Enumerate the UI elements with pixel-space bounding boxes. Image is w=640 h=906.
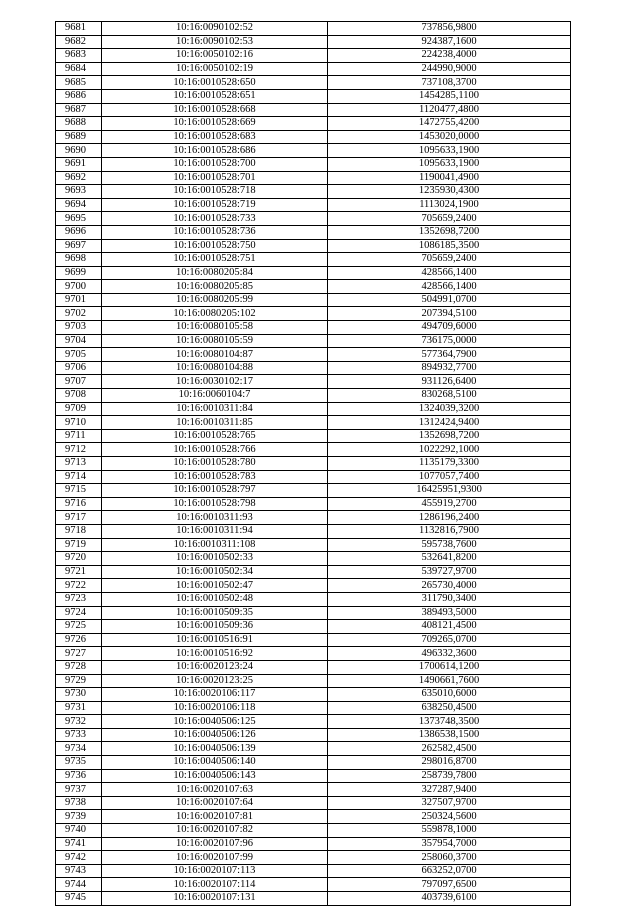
cadastral-value-cell: 1120477,4800: [328, 103, 571, 117]
cadastral-value-cell: 577364,7900: [328, 348, 571, 362]
row-number-cell: 9700: [56, 280, 102, 294]
table-row: [56, 171, 571, 185]
cadastral-number-cell: 10:16:0020107:114: [102, 878, 328, 892]
cadastral-value-cell: 539727,9700: [328, 565, 571, 579]
table-row: [56, 538, 571, 552]
table-body: [56, 22, 571, 906]
cadastral-value-cell: 327507,9700: [328, 796, 571, 810]
cadastral-value-table: [55, 21, 571, 906]
row-number-cell: 9734: [56, 742, 102, 756]
cadastral-number-cell: 10:16:0010528:766: [102, 443, 328, 457]
row-number-cell: 9722: [56, 579, 102, 593]
row-number-cell: 9719: [56, 538, 102, 552]
table-row: [56, 457, 571, 471]
cadastral-value-cell: 1022292,1000: [328, 443, 571, 457]
cadastral-number-cell: 10:16:0080205:84: [102, 266, 328, 280]
row-number-cell: 9721: [56, 565, 102, 579]
cadastral-number-cell: 10:16:0020107:131: [102, 892, 328, 906]
cadastral-number-cell: 10:16:0010528:733: [102, 212, 328, 226]
row-number-cell: 9735: [56, 756, 102, 770]
cadastral-number-cell: 10:16:0010528:765: [102, 429, 328, 443]
cadastral-value-cell: 494709,6000: [328, 321, 571, 335]
cadastral-value-cell: 16425951,9300: [328, 484, 571, 498]
row-number-cell: 9703: [56, 321, 102, 335]
table-row: [56, 633, 571, 647]
cadastral-number-cell: 10:16:0010528:780: [102, 457, 328, 471]
cadastral-number-cell: 10:16:0020107:113: [102, 864, 328, 878]
table-row: [56, 117, 571, 131]
cadastral-value-cell: 1324039,3200: [328, 402, 571, 416]
table-row: [56, 293, 571, 307]
cadastral-value-cell: 504991,0700: [328, 293, 571, 307]
table-row: [56, 225, 571, 239]
table-row: [56, 239, 571, 253]
document-page: [55, 21, 570, 906]
cadastral-value-cell: 705659,2400: [328, 253, 571, 267]
table-row: [56, 688, 571, 702]
table-row: [56, 389, 571, 403]
cadastral-value-cell: 559878,1000: [328, 824, 571, 838]
row-number-cell: 9711: [56, 429, 102, 443]
row-number-cell: 9714: [56, 470, 102, 484]
cadastral-value-cell: 428566,1400: [328, 266, 571, 280]
cadastral-number-cell: 10:16:0010509:35: [102, 606, 328, 620]
cadastral-number-cell: 10:16:0020107:96: [102, 837, 328, 851]
row-number-cell: 9733: [56, 728, 102, 742]
cadastral-number-cell: 10:16:0020123:24: [102, 660, 328, 674]
cadastral-value-cell: 1135179,3300: [328, 457, 571, 471]
row-number-cell: 9684: [56, 62, 102, 76]
cadastral-number-cell: 10:16:0010502:48: [102, 592, 328, 606]
cadastral-value-cell: 1190041,4900: [328, 171, 571, 185]
row-number-cell: 9720: [56, 552, 102, 566]
cadastral-number-cell: 10:16:0010528:668: [102, 103, 328, 117]
cadastral-number-cell: 10:16:0090102:52: [102, 22, 328, 36]
cadastral-number-cell: 10:16:0010528:750: [102, 239, 328, 253]
row-number-cell: 9744: [56, 878, 102, 892]
cadastral-value-cell: 389493,5000: [328, 606, 571, 620]
cadastral-number-cell: 10:16:0010311:94: [102, 524, 328, 538]
cadastral-number-cell: 10:16:0010502:34: [102, 565, 328, 579]
cadastral-number-cell: 10:16:0020107:64: [102, 796, 328, 810]
cadastral-value-cell: 663252,0700: [328, 864, 571, 878]
table-row: [56, 796, 571, 810]
row-number-cell: 9740: [56, 824, 102, 838]
cadastral-number-cell: 10:16:0050102:19: [102, 62, 328, 76]
table-row: [56, 851, 571, 865]
table-row: [56, 701, 571, 715]
row-number-cell: 9715: [56, 484, 102, 498]
table-row: [56, 769, 571, 783]
cadastral-number-cell: 10:16:0010528:700: [102, 157, 328, 171]
row-number-cell: 9725: [56, 620, 102, 634]
table-row: [56, 497, 571, 511]
cadastral-value-cell: 924387,1600: [328, 35, 571, 49]
cadastral-value-cell: 357954,7000: [328, 837, 571, 851]
cadastral-number-cell: 10:16:0040506:143: [102, 769, 328, 783]
cadastral-value-cell: 1472755,4200: [328, 117, 571, 131]
cadastral-value-cell: 1113024,1900: [328, 198, 571, 212]
row-number-cell: 9742: [56, 851, 102, 865]
table-row: [56, 647, 571, 661]
cadastral-number-cell: 10:16:0010528:683: [102, 130, 328, 144]
row-number-cell: 9707: [56, 375, 102, 389]
table-row: [56, 49, 571, 63]
cadastral-number-cell: 10:16:0020107:63: [102, 783, 328, 797]
row-number-cell: 9713: [56, 457, 102, 471]
cadastral-number-cell: 10:16:0010528:719: [102, 198, 328, 212]
table-row: [56, 307, 571, 321]
cadastral-value-cell: 797097,6500: [328, 878, 571, 892]
row-number-cell: 9717: [56, 511, 102, 525]
row-number-cell: 9687: [56, 103, 102, 117]
row-number-cell: 9695: [56, 212, 102, 226]
cadastral-number-cell: 10:16:0010528:651: [102, 89, 328, 103]
row-number-cell: 9692: [56, 171, 102, 185]
cadastral-value-cell: 1086185,3500: [328, 239, 571, 253]
cadastral-value-cell: 1095633,1900: [328, 157, 571, 171]
table-row: [56, 484, 571, 498]
row-number-cell: 9698: [56, 253, 102, 267]
row-number-cell: 9685: [56, 76, 102, 90]
row-number-cell: 9690: [56, 144, 102, 158]
cadastral-value-cell: 830268,5100: [328, 389, 571, 403]
cadastral-value-cell: 311790,3400: [328, 592, 571, 606]
cadastral-value-cell: 1095633,1900: [328, 144, 571, 158]
row-number-cell: 9731: [56, 701, 102, 715]
cadastral-number-cell: 10:16:0010311:84: [102, 402, 328, 416]
table-row: [56, 810, 571, 824]
row-number-cell: 9697: [56, 239, 102, 253]
row-number-cell: 9716: [56, 497, 102, 511]
cadastral-number-cell: 10:16:0020106:117: [102, 688, 328, 702]
cadastral-value-cell: 1352698,7200: [328, 429, 571, 443]
row-number-cell: 9729: [56, 674, 102, 688]
cadastral-value-cell: 705659,2400: [328, 212, 571, 226]
row-number-cell: 9718: [56, 524, 102, 538]
table-row: [56, 565, 571, 579]
cadastral-number-cell: 10:16:0010528:701: [102, 171, 328, 185]
cadastral-number-cell: 10:16:0080105:58: [102, 321, 328, 335]
cadastral-number-cell: 10:16:0080105:59: [102, 334, 328, 348]
cadastral-number-cell: 10:16:0020106:118: [102, 701, 328, 715]
table-row: [56, 511, 571, 525]
cadastral-value-cell: 265730,4000: [328, 579, 571, 593]
table-row: [56, 470, 571, 484]
table-row: [56, 375, 571, 389]
cadastral-number-cell: 10:16:0040506:126: [102, 728, 328, 742]
table-row: [56, 76, 571, 90]
cadastral-number-cell: 10:16:0010528:783: [102, 470, 328, 484]
row-number-cell: 9681: [56, 22, 102, 36]
table-row: [56, 185, 571, 199]
row-number-cell: 9728: [56, 660, 102, 674]
cadastral-value-cell: 894932,7700: [328, 361, 571, 375]
table-row: [56, 878, 571, 892]
row-number-cell: 9699: [56, 266, 102, 280]
cadastral-value-cell: 1700614,1200: [328, 660, 571, 674]
row-number-cell: 9743: [56, 864, 102, 878]
cadastral-number-cell: 10:16:0010528:650: [102, 76, 328, 90]
row-number-cell: 9682: [56, 35, 102, 49]
cadastral-number-cell: 10:16:0050102:16: [102, 49, 328, 63]
row-number-cell: 9691: [56, 157, 102, 171]
cadastral-value-cell: 403739,6100: [328, 892, 571, 906]
cadastral-value-cell: 1352698,7200: [328, 225, 571, 239]
cadastral-number-cell: 10:16:0080205:99: [102, 293, 328, 307]
table-row: [56, 62, 571, 76]
cadastral-number-cell: 10:16:0030102:17: [102, 375, 328, 389]
table-row: [56, 715, 571, 729]
row-number-cell: 9736: [56, 769, 102, 783]
table-row: [56, 864, 571, 878]
cadastral-value-cell: 496332,3600: [328, 647, 571, 661]
cadastral-number-cell: 10:16:0010528:751: [102, 253, 328, 267]
cadastral-value-cell: 1454285,1100: [328, 89, 571, 103]
table-row: [56, 674, 571, 688]
table-row: [56, 660, 571, 674]
cadastral-number-cell: 10:16:0080205:102: [102, 307, 328, 321]
cadastral-value-cell: 635010,6000: [328, 688, 571, 702]
table-row: [56, 198, 571, 212]
cadastral-number-cell: 10:16:0020123:25: [102, 674, 328, 688]
cadastral-number-cell: 10:16:0010311:108: [102, 538, 328, 552]
cadastral-number-cell: 10:16:0040506:140: [102, 756, 328, 770]
table-row: [56, 144, 571, 158]
cadastral-number-cell: 10:16:0010516:92: [102, 647, 328, 661]
row-number-cell: 9683: [56, 49, 102, 63]
row-number-cell: 9709: [56, 402, 102, 416]
row-number-cell: 9739: [56, 810, 102, 824]
table-row: [56, 592, 571, 606]
cadastral-number-cell: 10:16:0020107:82: [102, 824, 328, 838]
cadastral-value-cell: 258060,3700: [328, 851, 571, 865]
cadastral-value-cell: 327287,9400: [328, 783, 571, 797]
table-row: [56, 756, 571, 770]
cadastral-value-cell: 1235930,4300: [328, 185, 571, 199]
cadastral-value-cell: 1373748,3500: [328, 715, 571, 729]
cadastral-value-cell: 224238,4000: [328, 49, 571, 63]
cadastral-number-cell: 10:16:0040506:125: [102, 715, 328, 729]
table-row: [56, 212, 571, 226]
cadastral-value-cell: 737108,3700: [328, 76, 571, 90]
row-number-cell: 9705: [56, 348, 102, 362]
row-number-cell: 9712: [56, 443, 102, 457]
cadastral-value-cell: 532641,8200: [328, 552, 571, 566]
cadastral-number-cell: 10:16:0080104:87: [102, 348, 328, 362]
table-row: [56, 22, 571, 36]
table-row: [56, 321, 571, 335]
table-row: [56, 253, 571, 267]
cadastral-value-cell: 258739,7800: [328, 769, 571, 783]
row-number-cell: 9730: [56, 688, 102, 702]
row-number-cell: 9702: [56, 307, 102, 321]
table-row: [56, 742, 571, 756]
cadastral-value-cell: 244990,9000: [328, 62, 571, 76]
cadastral-number-cell: 10:16:0020107:99: [102, 851, 328, 865]
table-row: [56, 606, 571, 620]
table-row: [56, 728, 571, 742]
table-row: [56, 280, 571, 294]
cadastral-value-cell: 1386538,1500: [328, 728, 571, 742]
row-number-cell: 9706: [56, 361, 102, 375]
table-row: [56, 130, 571, 144]
table-row: [56, 783, 571, 797]
row-number-cell: 9688: [56, 117, 102, 131]
cadastral-number-cell: 10:16:0090102:53: [102, 35, 328, 49]
cadastral-number-cell: 10:16:0010528:798: [102, 497, 328, 511]
cadastral-number-cell: 10:16:0010311:93: [102, 511, 328, 525]
cadastral-number-cell: 10:16:0010502:33: [102, 552, 328, 566]
cadastral-number-cell: 10:16:0080205:85: [102, 280, 328, 294]
row-number-cell: 9693: [56, 185, 102, 199]
cadastral-value-cell: 1453020,0000: [328, 130, 571, 144]
table-row: [56, 157, 571, 171]
cadastral-number-cell: 10:16:0020107:81: [102, 810, 328, 824]
row-number-cell: 9708: [56, 389, 102, 403]
cadastral-value-cell: 595738,7600: [328, 538, 571, 552]
cadastral-value-cell: 1312424,9400: [328, 416, 571, 430]
table-row: [56, 620, 571, 634]
row-number-cell: 9694: [56, 198, 102, 212]
row-number-cell: 9704: [56, 334, 102, 348]
cadastral-value-cell: 638250,4500: [328, 701, 571, 715]
cadastral-value-cell: 298016,8700: [328, 756, 571, 770]
row-number-cell: 9745: [56, 892, 102, 906]
row-number-cell: 9726: [56, 633, 102, 647]
cadastral-value-cell: 1077057,7400: [328, 470, 571, 484]
cadastral-number-cell: 10:16:0010516:91: [102, 633, 328, 647]
cadastral-value-cell: 736175,0000: [328, 334, 571, 348]
table-row: [56, 348, 571, 362]
cadastral-value-cell: 931126,6400: [328, 375, 571, 389]
cadastral-number-cell: 10:16:0010509:36: [102, 620, 328, 634]
row-number-cell: 9732: [56, 715, 102, 729]
row-number-cell: 9723: [56, 592, 102, 606]
cadastral-number-cell: 10:16:0010528:686: [102, 144, 328, 158]
cadastral-value-cell: 207394,5100: [328, 307, 571, 321]
cadastral-value-cell: 709265,0700: [328, 633, 571, 647]
row-number-cell: 9696: [56, 225, 102, 239]
cadastral-number-cell: 10:16:0010528:797: [102, 484, 328, 498]
cadastral-value-cell: 262582,4500: [328, 742, 571, 756]
table-row: [56, 579, 571, 593]
cadastral-value-cell: 737856,9800: [328, 22, 571, 36]
table-row: [56, 429, 571, 443]
cadastral-value-cell: 250324,5600: [328, 810, 571, 824]
table-row: [56, 892, 571, 906]
table-row: [56, 524, 571, 538]
cadastral-value-cell: 408121,4500: [328, 620, 571, 634]
cadastral-number-cell: 10:16:0010311:85: [102, 416, 328, 430]
cadastral-number-cell: 10:16:0010528:736: [102, 225, 328, 239]
row-number-cell: 9701: [56, 293, 102, 307]
table-row: [56, 824, 571, 838]
cadastral-value-cell: 1132816,7900: [328, 524, 571, 538]
table-row: [56, 402, 571, 416]
cadastral-value-cell: 455919,2700: [328, 497, 571, 511]
cadastral-value-cell: 1490661,7600: [328, 674, 571, 688]
row-number-cell: 9686: [56, 89, 102, 103]
cadastral-number-cell: 10:16:0080104:88: [102, 361, 328, 375]
cadastral-number-cell: 10:16:0010502:47: [102, 579, 328, 593]
row-number-cell: 9737: [56, 783, 102, 797]
table-row: [56, 837, 571, 851]
row-number-cell: 9724: [56, 606, 102, 620]
table-row: [56, 103, 571, 117]
cadastral-number-cell: 10:16:0010528:669: [102, 117, 328, 131]
row-number-cell: 9710: [56, 416, 102, 430]
cadastral-number-cell: 10:16:0010528:718: [102, 185, 328, 199]
cadastral-value-cell: 428566,1400: [328, 280, 571, 294]
row-number-cell: 9727: [56, 647, 102, 661]
table-row: [56, 416, 571, 430]
table-row: [56, 443, 571, 457]
cadastral-value-cell: 1286196,2400: [328, 511, 571, 525]
cadastral-number-cell: 10:16:0040506:139: [102, 742, 328, 756]
row-number-cell: 9689: [56, 130, 102, 144]
table-row: [56, 361, 571, 375]
table-row: [56, 334, 571, 348]
table-row: [56, 552, 571, 566]
table-row: [56, 35, 571, 49]
table-row: [56, 266, 571, 280]
row-number-cell: 9741: [56, 837, 102, 851]
table-row: [56, 89, 571, 103]
cadastral-number-cell: 10:16:0060104:7: [102, 389, 328, 403]
row-number-cell: 9738: [56, 796, 102, 810]
